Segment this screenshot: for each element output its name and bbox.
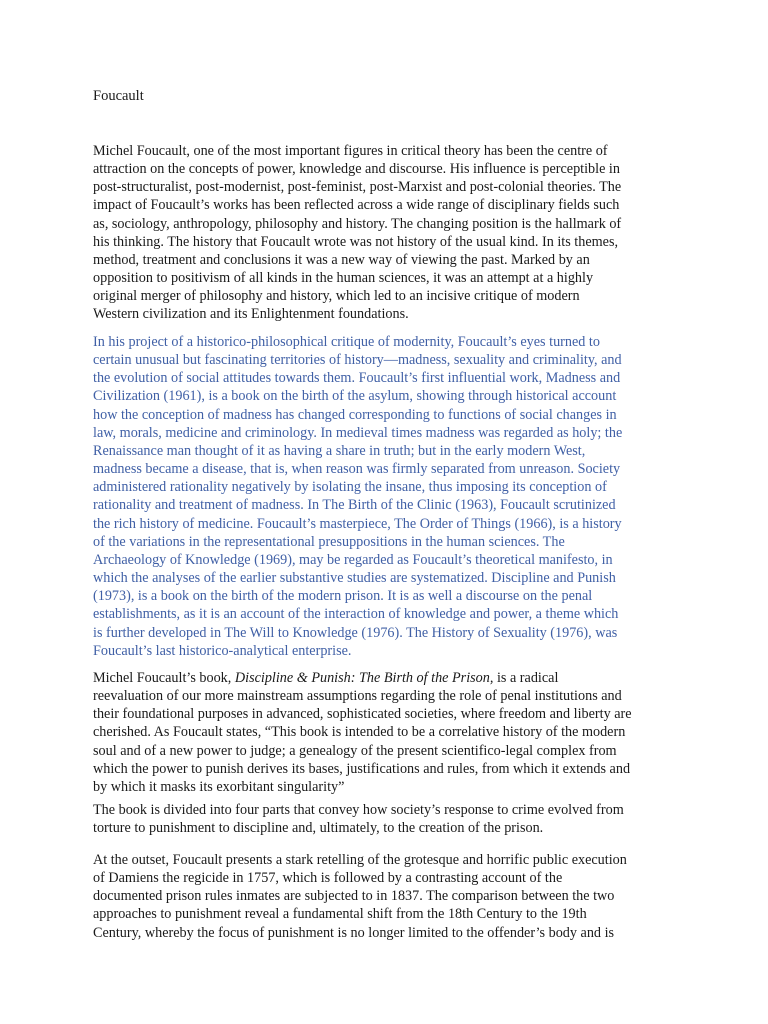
text-line: rationality and treatment of madness. In The Birth of the Clinic (1963), Foucault scrutinized [93, 497, 616, 514]
text-line: Michel Foucault, one of the most important figures in critical theory has been the centre of [93, 143, 608, 159]
text-line: torture to punishment to discipline and, ultimately, to the creation of the prison. [93, 820, 544, 837]
text-line: documented prison rules inmates are subjected to in 1837. The comparison between the two [93, 888, 615, 905]
text-line: certain unusual but fascinating territories of history—madness, sexuality and criminality, and [93, 352, 622, 369]
text-line: is further developed in The Will to Knowledge (1976). The History of Sexuality (1976), was [93, 624, 618, 641]
text-run: Michel Foucault’s book, [93, 670, 235, 686]
text-line: attraction on the concepts of power, knowledge and discourse. His influence is perceptible in [93, 161, 620, 178]
text-line: post-structuralist, post-modernist, post-feminist, post-Marxist and post-colonial theories. The [93, 179, 622, 196]
text-line: In his project of a historico-philosophical critique of modernity, Foucault’s eyes turned to [93, 334, 600, 350]
text-line: (1973), is a book on the birth of the modern prison. It is as well a discourse on the penal [93, 588, 593, 605]
text-line: establishments, as it is an account of the interaction of knowledge and power, a theme which [93, 606, 619, 623]
text-line: Archaeology of Knowledge (1969), may be regarded as Foucault’s theoretical manifesto, in [93, 551, 613, 568]
paragraph-intro [93, 142, 683, 324]
text-line: administered rationality negatively by isolating the insane, thus imposing its conception of [93, 479, 607, 496]
text-line: law, morals, medicine and criminology. In medieval times madness was regarded as holy; the [93, 424, 623, 441]
text-line: method, treatment and conclusions it was a new way of viewing the past. Marked by an [93, 251, 590, 268]
text-run: is a radical [493, 670, 559, 686]
text-line: the evolution of social attitudes towards them. Foucault’s first influential work, Madness and [93, 370, 621, 387]
paragraph-discipline [93, 669, 683, 796]
text-line: approaches to punishment reveal a fundamental shift from the 18th Century to the 19th [93, 906, 587, 923]
text-line: The book is divided into four parts that convey how society’s response to crime evolved from [93, 802, 624, 818]
text-line: as, sociology, anthropology, philosophy and history. The changing position is the hallmark of [93, 215, 622, 232]
text-line: soul and of a new power to judge; a genealogy of the present scientifico-legal complex from [93, 742, 617, 759]
text-line: opposition to positivism of all kinds in the human sciences, it was an attempt at a highly [93, 270, 594, 287]
text-line: Renaissance man thought of it as having a share in truth; but in the early modern West, [93, 442, 586, 459]
text-line: their foundational purposes in advanced, sophisticated societies, where freedom and liberty are [93, 706, 632, 723]
text-line: Western civilization and its Enlightenment foundations. [93, 306, 409, 323]
text-line: original merger of philosophy and history, which led to an incisive critique of modern [93, 288, 580, 305]
text-line: Civilization (1961), is a book on the birth of the asylum, showing through historical account [93, 388, 617, 405]
text-line: how the conception of madness has changed corresponding to functions of social changes in [93, 406, 617, 423]
text-line: which the power to punish derives its bases, justifications and rules, from which it extends and [93, 760, 631, 777]
text-line [93, 669, 683, 687]
text-line: Foucault’s last historico-analytical enterprise. [93, 642, 352, 659]
paragraph-outset [93, 851, 683, 942]
text-line: his thinking. The history that Foucault wrote was not history of the usual kind. In its themes, [93, 233, 619, 250]
text-line: the rich history of medicine. Foucault’s masterpiece, The Order of Things (1966), is a history [93, 515, 622, 532]
paragraph-project [93, 333, 683, 660]
text-line: reevaluation of our more mainstream assumptions regarding the role of penal institutions and [93, 688, 622, 705]
text-line: At the outset, Foucault presents a stark retelling of the grotesque and horrific public execution [93, 852, 627, 868]
text-line: of the variations in the representational presuppositions in the human sciences. The [93, 533, 565, 550]
paragraph-four-parts [93, 801, 683, 837]
book-title: Discipline & Punish: The Birth of the Prison, [234, 670, 494, 686]
text-line: by which it masks its exorbitant singularity” [93, 778, 345, 795]
text-line: which the analyses of the earlier substantive studies are systematized. Discipline and Punish [93, 570, 616, 587]
document-title: Foucault [93, 88, 144, 104]
text-line: Century, whereby the focus of punishment is no longer limited to the offender’s body and is [93, 924, 615, 941]
text-line: cherished. As Foucault states, “This book is intended to be a correlative history of the modern [93, 724, 626, 741]
text-line: madness became a disease, that is, when reason was firmly separated from unreason. Society [93, 461, 621, 478]
text-line: impact of Foucault’s works has been reflected across a wide range of disciplinary fields such [93, 197, 620, 214]
text-line: of Damiens the regicide in 1757, which is followed by a contrasting account of the [93, 870, 563, 887]
